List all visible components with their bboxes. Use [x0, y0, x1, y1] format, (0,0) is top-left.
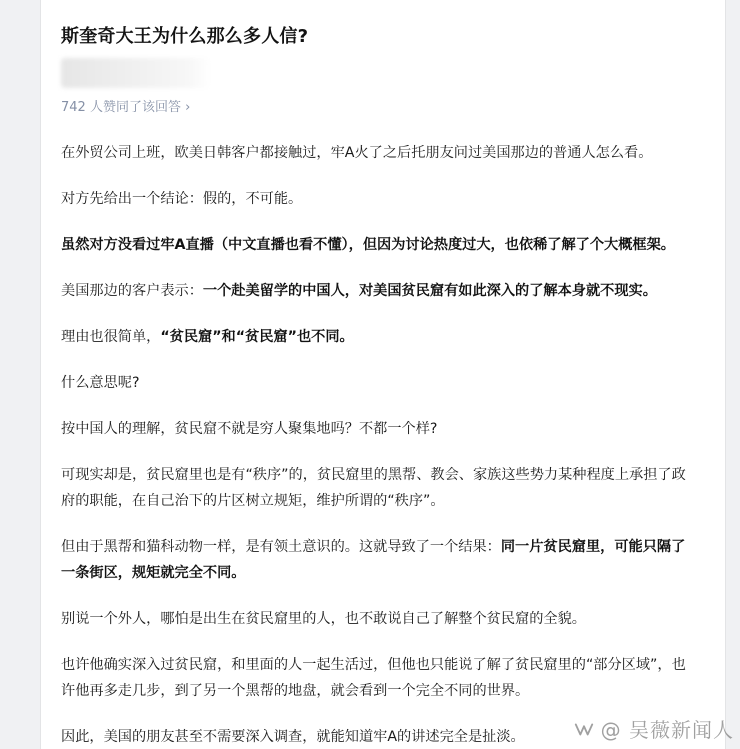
- answer-paragraph: [61, 186, 697, 212]
- text-segment: 也许他确实深入过贫民窟，和里面的人一起生活过，但他也只能说了解了贫民窟里的“部分区域”，也许他再多走几步，到了另一个黑帮的地盘，就会看到一个完全不同的世界。: [61, 657, 686, 699]
- answer-content: [61, 140, 697, 749]
- answer-paragraph: [61, 416, 697, 442]
- upvote-count-link[interactable]: 742 人赞同了该回答 ›: [61, 100, 191, 115]
- answer-paragraph: [61, 462, 697, 514]
- text-segment: 理由也很简单，: [61, 329, 161, 345]
- text-segment: 对方先给出一个结论：假的，不可能。: [61, 191, 303, 207]
- answer-paragraph: [61, 140, 697, 166]
- text-segment: 因此，美国的朋友甚至不需要深入调查，就能知道牢A的讲述完全是扯淡。: [61, 729, 525, 745]
- answer-paragraph: [61, 324, 697, 350]
- answer-paragraph: [61, 606, 697, 632]
- answer-paragraph: [61, 534, 697, 586]
- answer-paragraph: [61, 232, 697, 258]
- author-info-blurred: [61, 58, 211, 88]
- text-segment: 但由于黑帮和猫科动物一样，是有领土意识的。这就导致了一个结果：: [61, 539, 501, 555]
- text-segment: 别说一个外人，哪怕是出生在贫民窟里的人，也不敢说自己了解整个贫民窟的全貌。: [61, 611, 586, 627]
- watermark-text: @ 吴薇新闻人: [600, 718, 734, 742]
- text-segment: 美国那边的客户表示：: [61, 283, 203, 299]
- text-segment: 在外贸公司上班，欧美日韩客户都接触过，牢A火了之后托朋友问过美国那边的普通人怎么看。: [61, 145, 653, 161]
- bold-text-segment: 虽然对方没看过牢A直播（中文直播也看不懂），但因为讨论热度过大，也依稀了解了个大概框架。: [61, 237, 675, 253]
- question-title[interactable]: 斯奎奇大王为什么那么多人信?: [61, 26, 309, 47]
- wechat-channel-icon: [573, 718, 595, 740]
- text-segment: 按中国人的理解，贫民窟不就是穷人聚集地吗？不都一个样?: [61, 421, 438, 437]
- bold-text-segment: 一个赴美留学的中国人，对美国贫民窟有如此深入的了解本身就不现实。: [202, 283, 657, 299]
- text-segment: 可现实却是，贫民窟里也是有“秩序”的，贫民窟里的黑帮、教会、家族这些势力某种程度上承担了政府的职能，在自己治下的片区树立规矩，维护所谓的“秩序”。: [61, 467, 686, 509]
- watermark: [573, 714, 734, 743]
- answer-card: [40, 0, 726, 749]
- text-segment: 什么意思呢?: [61, 375, 140, 391]
- answer-paragraph: [61, 652, 697, 704]
- bold-text-segment: 同一片贫民窟里，可能只隔了一条街区，规矩就完全不同。: [61, 539, 686, 581]
- answer-paragraph: [61, 278, 697, 304]
- bold-text-segment: “贫民窟”和“贫民窟”也不同。: [160, 329, 354, 345]
- answer-paragraph: [61, 370, 697, 396]
